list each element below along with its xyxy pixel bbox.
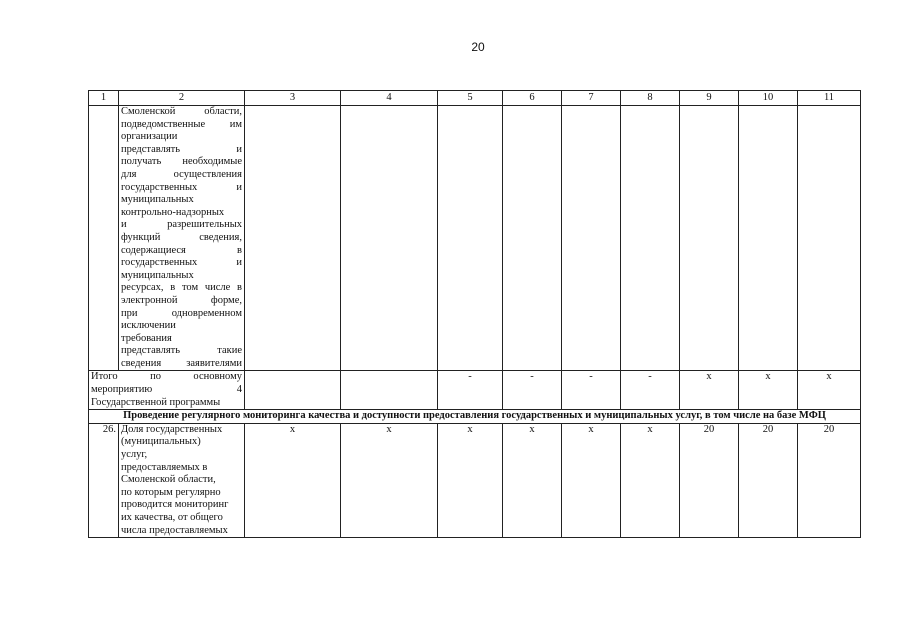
total-label-line: мероприятию 4: [91, 384, 242, 396]
page-number: 20: [471, 40, 485, 54]
header-cell: 11: [798, 91, 861, 106]
total-value-cell: х: [739, 371, 798, 410]
total-label-cell: [89, 371, 245, 410]
header-cell: 2: [119, 91, 245, 106]
total-value-cell: -: [503, 371, 562, 410]
indicator-value-cell: 20: [680, 423, 739, 537]
value-cell: [503, 106, 562, 371]
indicator-value-cell: х: [562, 423, 621, 537]
continuation-row: [89, 106, 861, 371]
indicator-value-cell: 20: [739, 423, 798, 537]
description-line: и разрешительных: [121, 219, 242, 231]
description-line: муниципальных: [121, 194, 194, 206]
description-line: сведения заявителями: [121, 357, 242, 369]
indicator-value-cell: х: [438, 423, 503, 537]
total-value-cell: х: [798, 371, 861, 410]
description-line: муниципальных: [121, 269, 194, 281]
description-line: государственных и: [121, 257, 242, 269]
column-number-row: [89, 91, 861, 106]
value-cell: [680, 106, 739, 371]
header-cell: 6: [503, 91, 562, 106]
row-number-cell: [89, 106, 119, 371]
description-line: электронной форме,: [121, 294, 242, 306]
header-cell: 10: [739, 91, 798, 106]
total-value-cell: -: [438, 371, 503, 410]
total-value-cell: х: [680, 371, 739, 410]
description-line: Доля государственных: [121, 423, 223, 435]
value-cell: [798, 106, 861, 371]
indicator-value-cell: х: [621, 423, 680, 537]
description-line: при одновременном: [121, 307, 242, 319]
description-line: по которым регулярно: [121, 486, 221, 498]
indicator-value-cell: х: [341, 423, 438, 537]
total-row: [89, 371, 861, 410]
description-line: подведомственные им: [121, 118, 242, 130]
value-cell: [621, 106, 680, 371]
indicator-value-cell: х: [245, 423, 341, 537]
description-line: организации: [121, 131, 178, 143]
description-line: (муниципальных): [121, 436, 201, 448]
description-line: ресурсах, в том числе в: [121, 282, 242, 294]
value-cell: [562, 106, 621, 371]
indicator-table: [88, 90, 861, 538]
indicator-value-cell: х: [503, 423, 562, 537]
header-cell: 5: [438, 91, 503, 106]
total-value-cell: [341, 371, 438, 410]
description-line: контрольно-надзорных: [121, 206, 225, 218]
description-line: представлять и: [121, 143, 242, 155]
description-cell: [119, 423, 245, 537]
header-cell: 9: [680, 91, 739, 106]
description-line: получать необходимые: [121, 156, 242, 168]
description-line: представлять такие: [121, 345, 242, 357]
description-line: содержащиеся в: [121, 244, 242, 256]
value-cell: [245, 106, 341, 371]
description-line: числа предоставляемых: [121, 524, 228, 536]
indicator-value-cell: 20: [798, 423, 861, 537]
value-cell: [739, 106, 798, 371]
description-cell: [119, 106, 245, 371]
description-line: Смоленской области,: [121, 474, 216, 486]
total-value-cell: -: [562, 371, 621, 410]
description-line: предоставляемых в: [121, 461, 208, 473]
header-cell: 1: [89, 91, 119, 106]
indicator-row-26: [89, 423, 861, 537]
description-line: требования: [121, 332, 172, 344]
header-cell: 8: [621, 91, 680, 106]
description-line: Смоленской области,: [121, 106, 242, 117]
description-line: услуг,: [121, 448, 148, 460]
total-value-cell: [245, 371, 341, 410]
total-label-line: Итого по основному: [91, 371, 242, 383]
description-line: исключении: [121, 320, 176, 332]
total-label-line: Государственной программы: [91, 396, 221, 408]
header-cell: 4: [341, 91, 438, 106]
description-line: их качества, от общего: [121, 511, 223, 523]
value-cell: [438, 106, 503, 371]
description-line: проводится мониторинг: [121, 499, 229, 511]
total-value-cell: -: [621, 371, 680, 410]
description-line: для осуществления: [121, 168, 242, 180]
header-cell: 3: [245, 91, 341, 106]
value-cell: [341, 106, 438, 371]
description-line: государственных и: [121, 181, 242, 193]
row-number-cell: 26.: [89, 423, 119, 537]
description-line: функций сведения,: [121, 231, 242, 243]
header-cell: 7: [562, 91, 621, 106]
section-title-row: [89, 410, 861, 424]
section-title: Проведение регулярного мониторинга качества и доступности предоставления государственных и муниципальных услуг, в том числе на базе МФЦ: [89, 410, 861, 424]
